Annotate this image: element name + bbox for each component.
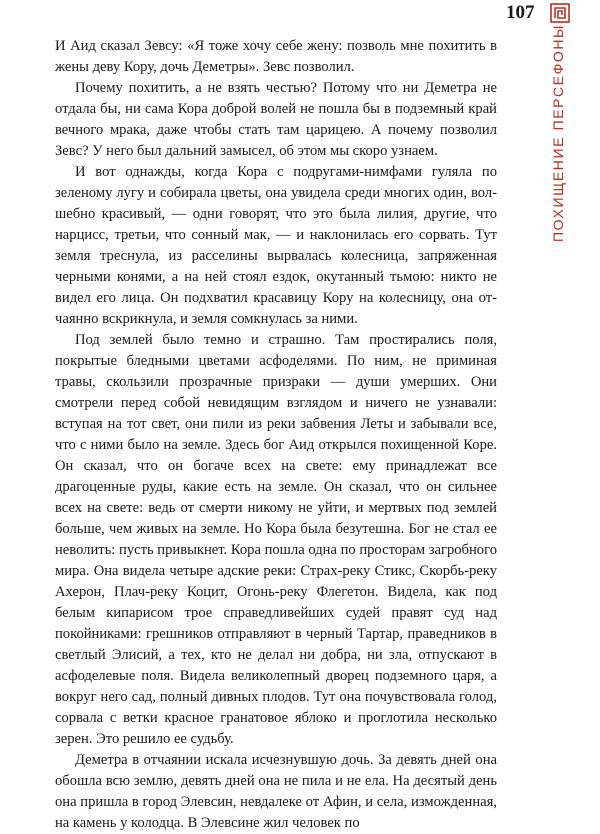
paragraph: И вот однажды, когда Кора с подругами-нимфами гуляла по зеленому лугу и собирала цветы, она увидела среди многих один, волшебно красивый, — одни говорят, что это была лилия, другие, что нарцисс, третьи, что сонный мак, — и наклонилась его сорвать. Тут земля треснула, из расселины вырвалась колесница, запряженная черными конями, а на ней стоял ездок, окутанный тьмою: никто не видел его лица. Он подхватил красавицу Кору на колесницу, она отчаянно вскрикнула, и земля сомкнулась за ними. (55, 164, 497, 327)
page-number: 107 (506, 2, 535, 23)
paragraph: Почему похитить, а не взять честью? Потому что ни Деметра не отдала бы, ни сама Кора доброй волей не пошла бы в подземный край вечного мрака, даже чтобы стать там царицею. А почему позволил Зевс? У него был дальний замысел, об этом мы скоро узнаем. (55, 80, 497, 159)
body-text (55, 36, 497, 834)
greek-key-icon (550, 3, 570, 23)
paragraph: И Аид сказал Зевсу: «Я тоже хочу себе жену: позволь мне похитить в жены деву Кору, дочь Деметры». Зевс позволил. (55, 38, 497, 75)
paragraph: Под землей было темно и страшно. Там простирались поля, покрытые бледными цветами асфоделями. По ним, не приминая травы, скользили прозрачные призраки — души умерших. Они смотрели перед собой невидящим взглядом и ничего не узнавали: вступая на тот свет, они пили из реки забвения Леты и забывали все, что с ними было на земле. Здесь бог Аид открылся похищенной Коре. Он сказал, что он богаче всех на свете: ему принадлежат все драгоценные руды, какие есть на земле. Он сказал, что он сильнее всех на свете: ведь от смерти никому не уйти, и мертвых под землей больше, чем живых на земле. Но Кора была безутешна. Бог не стал ее неволить: пусть привыкнет. Кора пошла одна по просторам загробного мира. Она видела четыре адские реки: Страх-реку Стикс, Скорбь-реку Ахерон, Плач-реку Коцит, Огонь-реку Флегетон. Видела, как под белым кипарисом трое справедливейших судей правят суд над покойниками: грешников отправляют в черный Тартар, праведников в светлый Элисий, а тех, кто не делал ни добра, ни зла, отпускают в асфоделевые поля. Видела великолепный дворец подземного царя, а вокруг него сад, полный дивных плодов. Тут она почувствовала голод, сорвала с ветки красное гранатовое яблоко и проглотила несколько зерен. Это решило ее судьбу. (55, 332, 497, 747)
running-title-text: ПОХИЩЕНИЕ ПЕРСЕФОНЫ (550, 23, 566, 242)
running-title (548, 23, 572, 242)
paragraph: Деметра в отчаянии искала исчезнувшую дочь. За девять дней она обошла всю землю, девять дней она не пила и не ела. На десятый день она пришла в город Элевсин, невдалеке от Афин, и села, изможденная, на камень у колодца. В Элевсине жил человек по (55, 752, 497, 831)
